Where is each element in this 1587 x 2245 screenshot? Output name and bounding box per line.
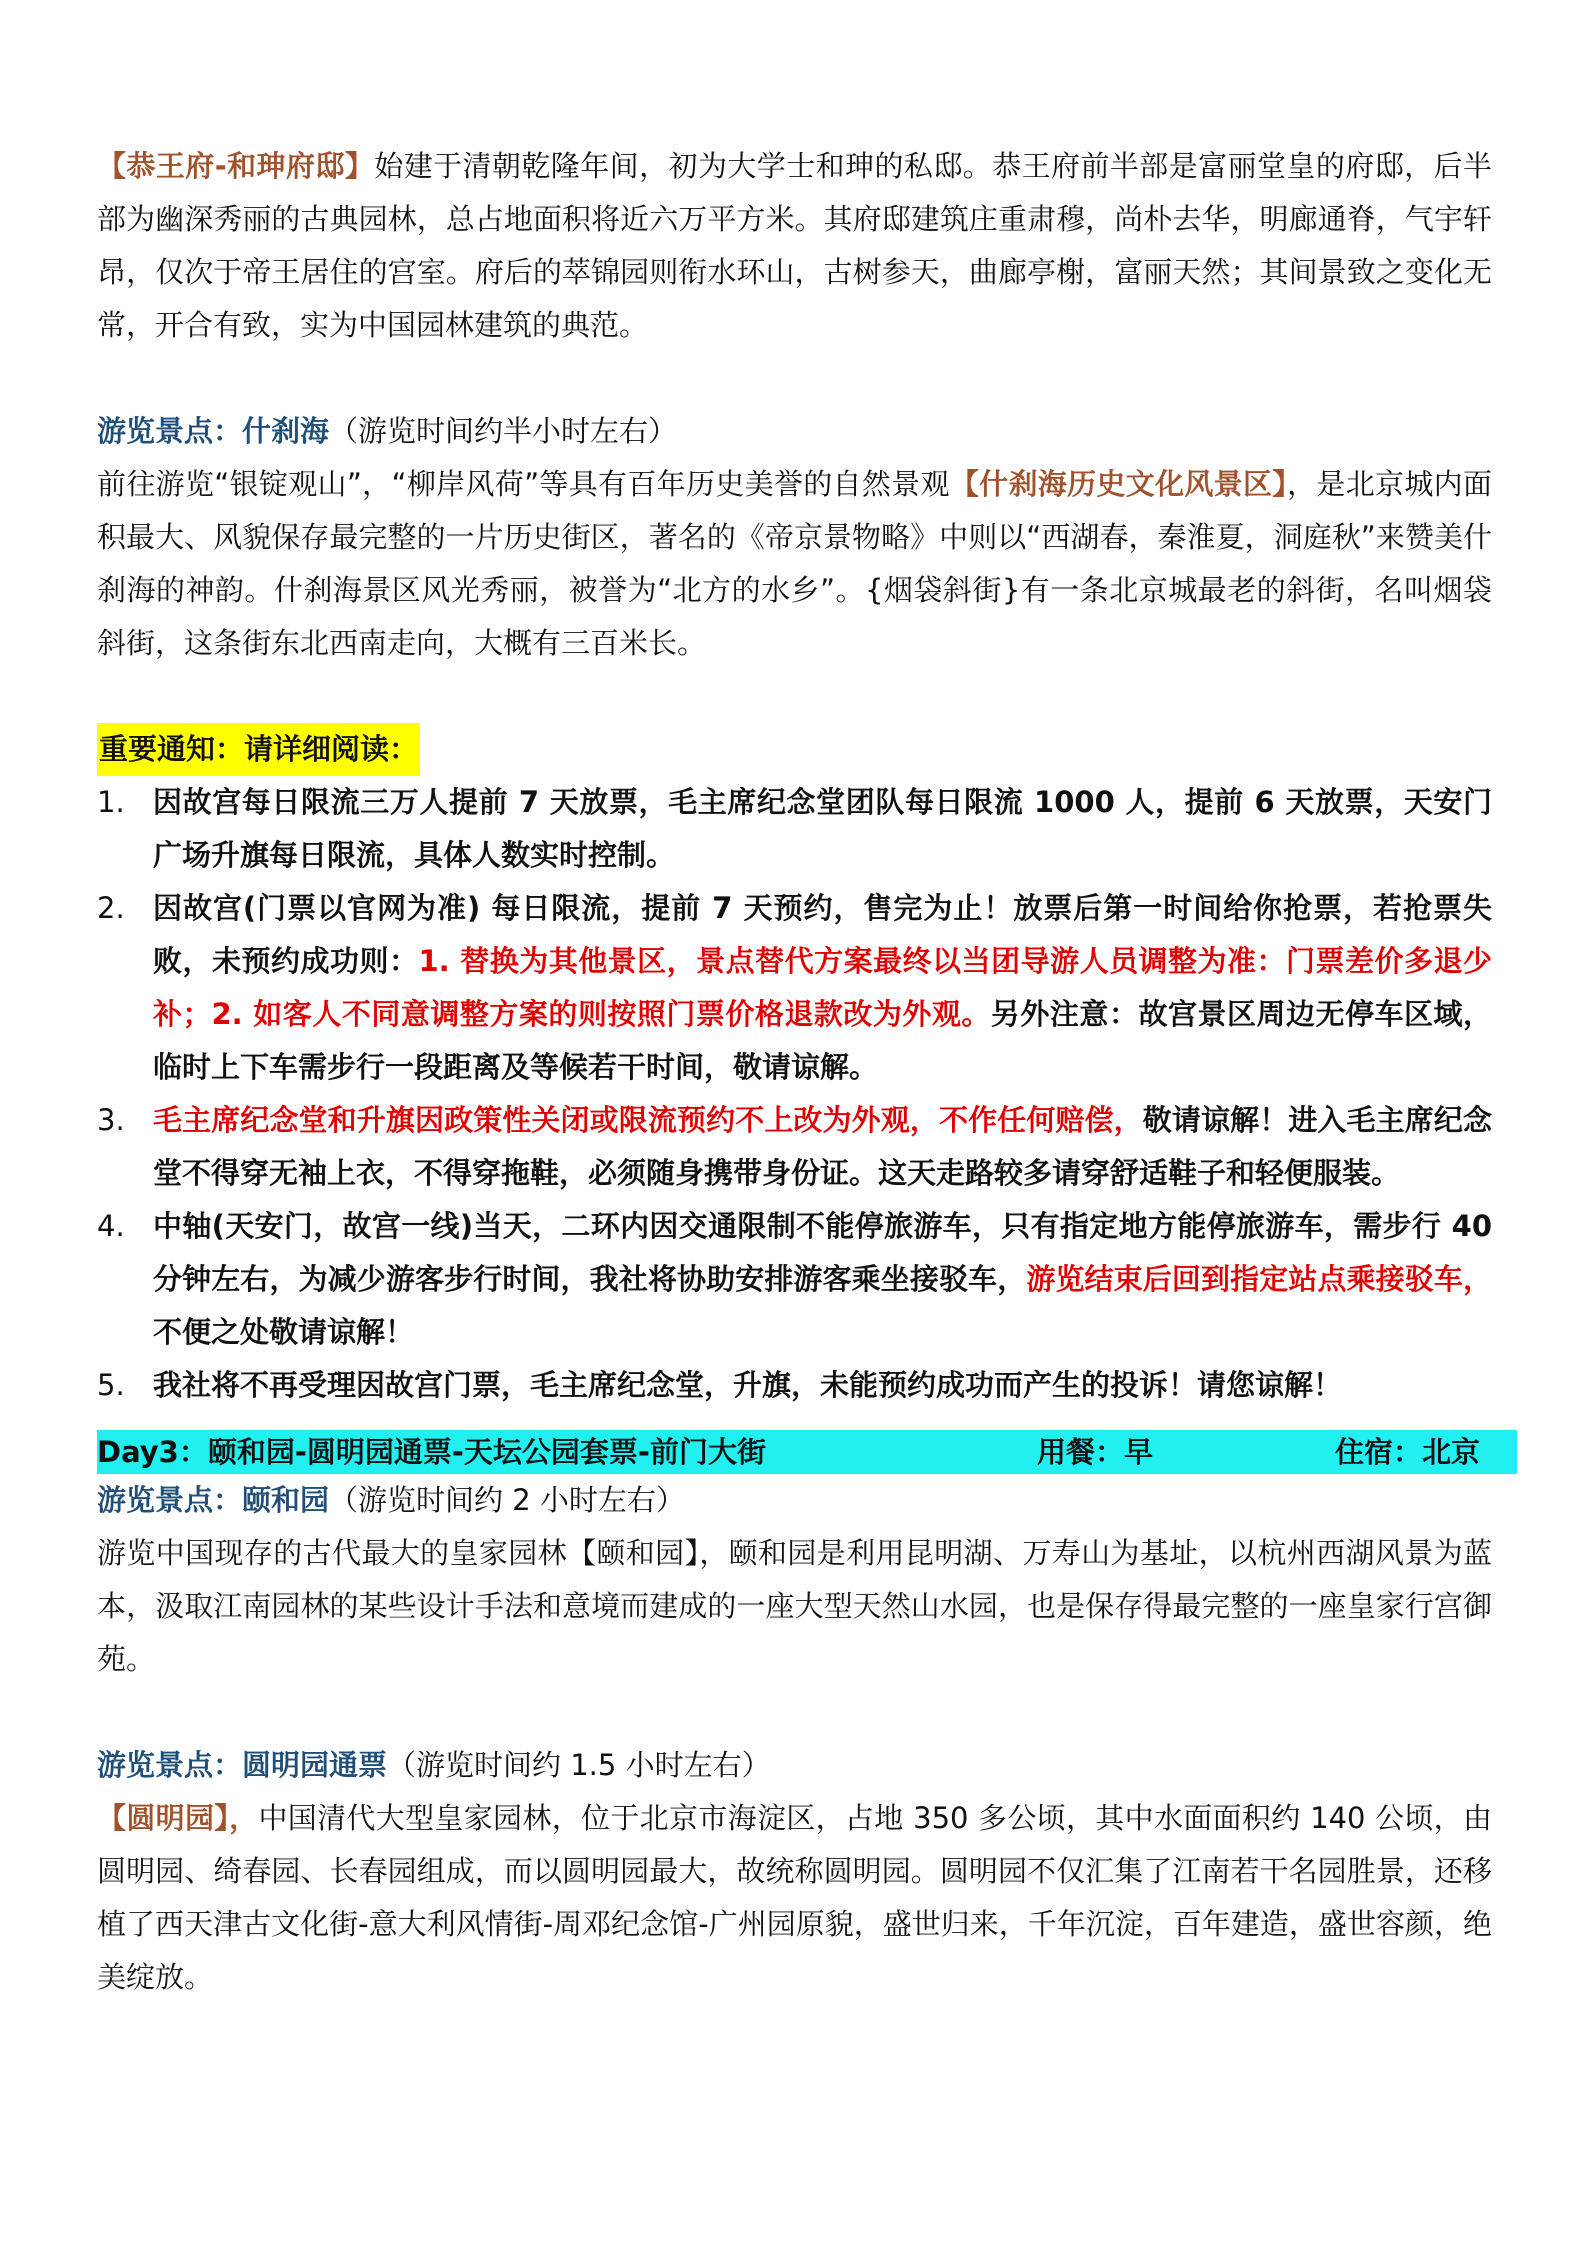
notice-item-number: 4.: [97, 1209, 125, 1243]
shichahai-time: （游览时间约半小时左右）: [329, 414, 678, 448]
notice-item-text-a: 因故宫(门票以官网为准) 每日限流，提前 7 天预约，售完为止！放票后第一时间给你抢票，若抢票失败，未预约成功则：: [153, 891, 1492, 978]
old-summer-palace-text: 中国清代大型皇家园林，位于北京市海淀区，占地 350 多公顷，其中水面面积约 140 公顷，由圆明园、绮春园、长春园组成，而以圆明园最大，故统称圆明园。圆明园不仅汇集了江南若干名园胜景，还移植了西天津古文化街-意大利风情街-周邓纪念馆-广州园原貌，盛世归来，千年沉淀，百年建造，盛世容颜，绝美绽放。: [97, 1801, 1492, 1994]
notice-item-text-a: 中轴(天安门，故宫一线)当天，二环内因交通限制不能停旅游车，只有指定地方能停旅游车，需步行 40 分钟左右，为减少游客步行时间，我社将协助安排游客乘坐接驳车，: [153, 1209, 1492, 1296]
shichahai-text-b: ，是北京城内面积最大、风貌保存最完整的一片历史街区，著名的《帝京景物略》中则以“西湖春，秦淮夏，洞庭秋”来赞美什刹海的神韵。什刹海景区风光秀丽，被誉为“北方的水乡”。{烟袋斜街}有一条北京城最老的斜街，名叫烟袋斜街，这条街东北西南走向，大概有三百米长。: [97, 467, 1492, 660]
document-page: [97, 140, 1492, 2004]
notice-item-5: [97, 1359, 1492, 1412]
shichahai-label: 游览景点：什刹海: [97, 414, 330, 448]
notice-item-text-b: 另外注意：故宫景区周边无停车区域，临时上下车需步行一段距离及等候若干时间，敬请谅解。: [153, 997, 1492, 1084]
summer-palace-time: （游览时间约 2 小时左右）: [329, 1483, 685, 1517]
notice-item-number: 5.: [97, 1368, 125, 1402]
notice-heading-line: [97, 723, 1492, 776]
shichahai-heading: [97, 405, 1492, 458]
old-summer-palace-heading: [97, 1739, 1492, 1792]
old-summer-palace-time: （游览时间约 1.5 小时左右）: [387, 1748, 771, 1782]
shichahai-paragraph: [97, 458, 1492, 670]
notice-item-text-b: 不便之处敬请谅解！: [153, 1315, 415, 1349]
old-summer-palace-paragraph: [97, 1792, 1492, 2004]
notice-item-4: [97, 1200, 1492, 1359]
summer-palace-text: 游览中国现存的古代最大的皇家园林【颐和园】，颐和园是利用昆明湖、万寿山为基址，以杭州西湖风景为蓝本，汲取江南园林的某些设计手法和意境而建成的一座大型天然山水园，也是保存得最完整的一座皇家行宫御苑。: [97, 1536, 1492, 1676]
notice-item-number: 2.: [97, 891, 125, 925]
notice-list: [97, 776, 1492, 1412]
notice-item-text: 因故宫每日限流三万人提前 7 天放票，毛主席纪念堂团队每日限流 1000 人，提前 6 天放票，天安门广场升旗每日限流，具体人数实时控制。: [153, 785, 1492, 872]
day3-banner: [97, 1430, 1517, 1474]
notice-item-red: 毛主席纪念堂和升旗因政策性关闭或限流预约不上改为外观，不作任何赔偿，: [153, 1103, 1143, 1137]
notice-item-number: 1.: [97, 785, 125, 819]
notice-item-3: [97, 1094, 1492, 1200]
notice-item-number: 3.: [97, 1103, 125, 1137]
notice-item-text: 我社将不再受理因故宫门票，毛主席纪念堂，升旗，未能预约成功而产生的投诉！请您谅解！: [153, 1368, 1343, 1402]
notice-heading: 重要通知：请详细阅读：: [97, 723, 420, 776]
summer-palace-heading: [97, 1474, 1492, 1527]
summer-palace-paragraph: [97, 1527, 1492, 1686]
old-summer-palace-label: 游览景点：圆明园通票: [97, 1748, 388, 1782]
prince-gong-text: 始建于清朝乾隆年间，初为大学士和珅的私邸。恭王府前半部是富丽堂皇的府邸，后半部为幽深秀丽的古典园林，总占地面积将近六万平方米。其府邸建筑庄重肃穆，尚朴去华，明廊通脊，气宇轩昂，仅次于帝王居住的宫室。府后的萃锦园则衔水环山，古树参天，曲廊亭榭，富丽天然；其间景致之变化无常，开合有致，实为中国园林建筑的典范。: [97, 149, 1492, 342]
old-summer-palace-title: 【圆明园】，: [97, 1801, 259, 1835]
notice-item-text-b: 敬请谅解！进入毛主席纪念堂不得穿无袖上衣，不得穿拖鞋，必须随身携带身份证。这天走路较多请穿舒适鞋子和轻便服装。: [153, 1103, 1492, 1190]
shichahai-text-a: 前往游览“银锭观山”，“柳岸风荷”等具有百年历史美誉的自然景观: [97, 467, 950, 501]
notice-item-red: 1. 替换为其他景区，景点替代方案最终以当团导游人员调整为准：门票差价多退少补；2. 如客人不同意调整方案的则按照门票价格退款改为外观。: [153, 944, 1492, 1031]
prince-gong-title: 【恭王府-和珅府邸】: [97, 149, 375, 183]
day3-route: Day3：颐和园-圆明园通票-天坛公园套票-前门大街: [97, 1435, 766, 1469]
summer-palace-label: 游览景点：颐和园: [97, 1483, 330, 1517]
day3-meal: 用餐：早: [1037, 1435, 1154, 1469]
day3-stay: 住宿：北京: [1335, 1435, 1481, 1469]
notice-item-1: [97, 776, 1492, 882]
notice-item-2: [97, 882, 1492, 1094]
prince-gong-paragraph: [97, 140, 1492, 352]
shichahai-highlight: 【什刹海历史文化风景区】: [949, 467, 1288, 501]
notice-item-red: 游览结束后回到指定站点乘接驳车，: [1026, 1262, 1492, 1296]
